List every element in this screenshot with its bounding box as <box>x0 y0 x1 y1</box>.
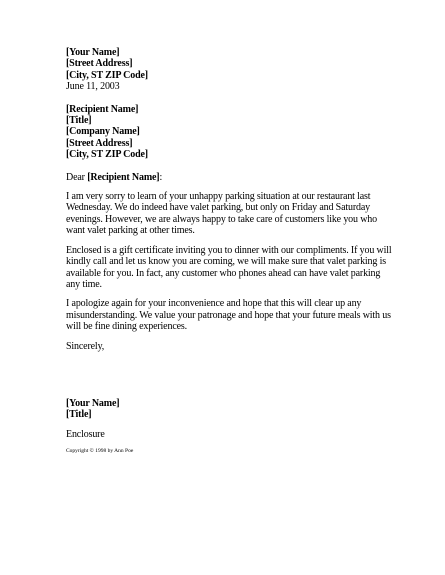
body-paragraph-1[interactable]: I am very sorry to learn of your unhappy parking situation at our restaurant last Wednesday. We do indeed have valet parking, but only on Friday and Saturday evenings. However, we are always happy to take care of customers like you who want valet parking at other times. <box>66 191 377 237</box>
recipient-street[interactable]: [Street Address] <box>66 137 133 149</box>
letter-date[interactable]: June 11, 2003 <box>66 81 120 93</box>
signature-name[interactable]: [Your Name] <box>66 397 120 409</box>
body-paragraph-2[interactable]: Enclosed is a gift certificate inviting you to dinner with our compliments. If you will kindly call and let us know you are coming, we will make sure that valet parking is available for you. In fact, any customer who phones ahead can have valet parking any time. <box>66 244 392 290</box>
salutation <box>66 172 396 183</box>
recipient-company[interactable]: [Company Name] <box>66 126 140 138</box>
salutation-recipient-name[interactable]: [Recipient Name] <box>87 171 160 183</box>
sender-city[interactable]: [City, ST ZIP Code] <box>66 69 148 81</box>
signature-title[interactable]: [Title] <box>66 409 92 421</box>
salutation-colon: : <box>159 171 163 183</box>
copyright-notice: Copyright © 1998 by Ann Poe <box>66 448 134 455</box>
letter-body <box>66 47 396 455</box>
sender-street[interactable]: [Street Address] <box>66 58 133 70</box>
recipient-title[interactable]: [Title] <box>66 115 92 127</box>
recipient-address-block <box>66 104 396 161</box>
recipient-city[interactable]: [City, ST ZIP Code] <box>66 149 148 161</box>
body-paragraph-3[interactable]: I apologize again for your inconvenience and hope that this will clear up any misunderstanding. We value your patronage and hope that your future meals with us will be fine dining experiences. <box>66 298 391 333</box>
signature-block <box>66 398 396 421</box>
sender-address-block <box>66 47 396 81</box>
sender-name[interactable]: [Your Name] <box>66 47 120 58</box>
salutation-prefix: Dear <box>66 171 88 183</box>
recipient-name[interactable]: [Recipient Name] <box>66 103 139 115</box>
closing[interactable]: Sincerely, <box>66 340 105 352</box>
enclosure-notation[interactable]: Enclosure <box>66 428 105 440</box>
